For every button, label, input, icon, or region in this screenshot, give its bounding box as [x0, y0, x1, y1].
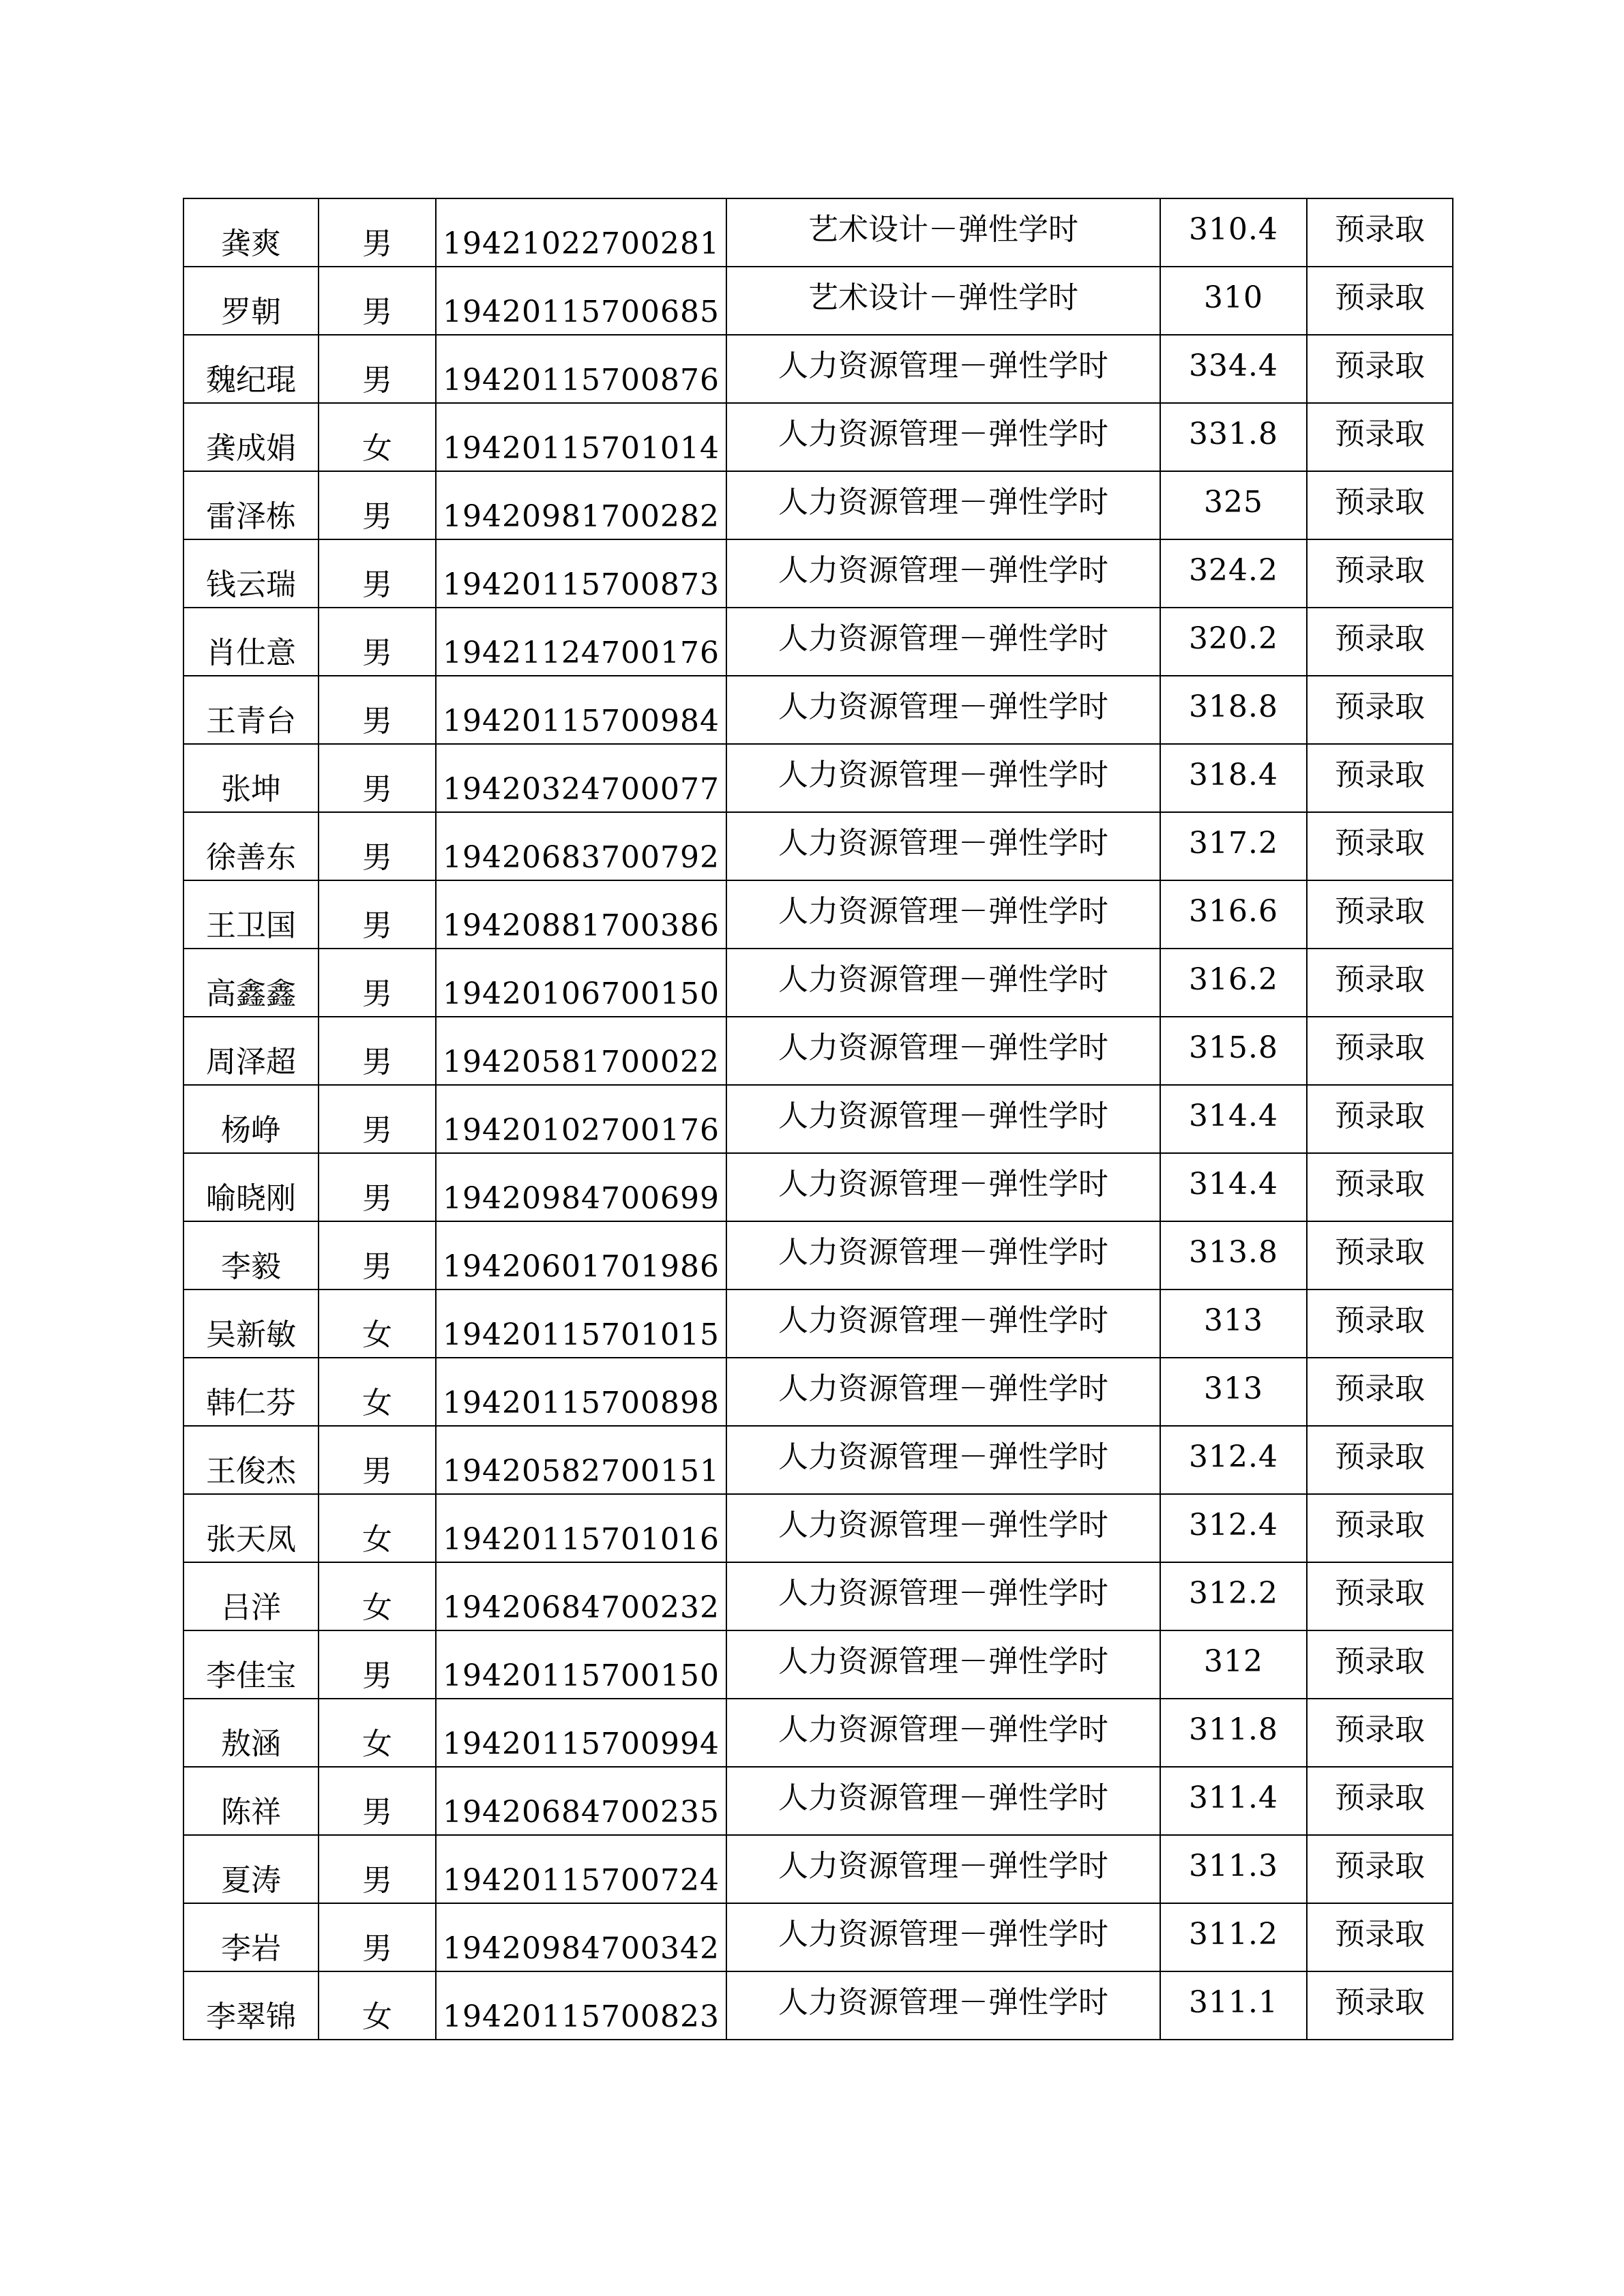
- cell-score: 313.8: [1160, 1221, 1307, 1289]
- table-row: [183, 267, 1453, 335]
- cell-gender: 男: [319, 1221, 436, 1289]
- cell-candidate-id: 19420115700150: [436, 1630, 726, 1699]
- cell-score: 311.1: [1160, 1971, 1307, 2040]
- cell-candidate-id: 19420582700151: [436, 1426, 726, 1494]
- cell-major: 人力资源管理－弹性学时: [726, 335, 1160, 403]
- cell-major: 人力资源管理－弹性学时: [726, 1699, 1160, 1767]
- cell-gender: 男: [319, 539, 436, 608]
- cell-status: 预录取: [1307, 744, 1453, 812]
- cell-major: 人力资源管理－弹性学时: [726, 1494, 1160, 1562]
- cell-status: 预录取: [1307, 608, 1453, 676]
- cell-gender: 男: [319, 1017, 436, 1085]
- cell-major: 人力资源管理－弹性学时: [726, 744, 1160, 812]
- cell-status: 预录取: [1307, 949, 1453, 1017]
- cell-gender: 女: [319, 403, 436, 471]
- cell-candidate-id: 19420115701014: [436, 403, 726, 471]
- cell-major: 人力资源管理－弹性学时: [726, 1630, 1160, 1699]
- cell-candidate-id: 19420115700724: [436, 1835, 726, 1903]
- cell-score: 320.2: [1160, 608, 1307, 676]
- admission-table-body: [183, 198, 1453, 2040]
- table-row: [183, 1699, 1453, 1767]
- table-row: [183, 812, 1453, 880]
- cell-name: 肖仕意: [183, 608, 319, 676]
- cell-candidate-id: 19420115700823: [436, 1971, 726, 2040]
- cell-gender: 男: [319, 949, 436, 1017]
- table-row: [183, 335, 1453, 403]
- table-row: [183, 1017, 1453, 1085]
- cell-score: 331.8: [1160, 403, 1307, 471]
- cell-score: 312.2: [1160, 1562, 1307, 1630]
- table-row: [183, 403, 1453, 471]
- cell-score: 313: [1160, 1358, 1307, 1426]
- cell-status: 预录取: [1307, 1562, 1453, 1630]
- cell-candidate-id: 19420981700282: [436, 471, 726, 539]
- cell-name: 吴新敏: [183, 1289, 319, 1358]
- table-row: [183, 1903, 1453, 1971]
- cell-gender: 男: [319, 1630, 436, 1699]
- cell-score: 334.4: [1160, 335, 1307, 403]
- cell-major: 人力资源管理－弹性学时: [726, 1903, 1160, 1971]
- cell-status: 预录取: [1307, 1903, 1453, 1971]
- cell-candidate-id: 19420115701016: [436, 1494, 726, 1562]
- cell-name: 周泽超: [183, 1017, 319, 1085]
- cell-gender: 男: [319, 1426, 436, 1494]
- cell-name: 李岩: [183, 1903, 319, 1971]
- cell-status: 预录取: [1307, 1699, 1453, 1767]
- table-row: [183, 1971, 1453, 2040]
- cell-major: 艺术设计－弹性学时: [726, 267, 1160, 335]
- cell-gender: 男: [319, 880, 436, 949]
- cell-major: 人力资源管理－弹性学时: [726, 403, 1160, 471]
- cell-gender: 男: [319, 744, 436, 812]
- cell-status: 预录取: [1307, 1289, 1453, 1358]
- cell-name: 张坤: [183, 744, 319, 812]
- table-row: [183, 1494, 1453, 1562]
- table-row: [183, 1562, 1453, 1630]
- cell-score: 325: [1160, 471, 1307, 539]
- table-row: [183, 744, 1453, 812]
- cell-name: 喻晓刚: [183, 1153, 319, 1221]
- cell-candidate-id: 19420984700342: [436, 1903, 726, 1971]
- cell-candidate-id: 19420115700984: [436, 676, 726, 744]
- cell-status: 预录取: [1307, 267, 1453, 335]
- table-row: [183, 1289, 1453, 1358]
- table-row: [183, 1426, 1453, 1494]
- cell-score: 314.4: [1160, 1153, 1307, 1221]
- cell-major: 人力资源管理－弹性学时: [726, 676, 1160, 744]
- cell-name: 王青台: [183, 676, 319, 744]
- cell-status: 预录取: [1307, 812, 1453, 880]
- cell-candidate-id: 19420115700994: [436, 1699, 726, 1767]
- cell-name: 张天凤: [183, 1494, 319, 1562]
- table-row: [183, 949, 1453, 1017]
- cell-candidate-id: 19420115700898: [436, 1358, 726, 1426]
- cell-status: 预录取: [1307, 1085, 1453, 1153]
- cell-name: 龚成娟: [183, 403, 319, 471]
- table-row: [183, 198, 1453, 267]
- cell-score: 311.4: [1160, 1767, 1307, 1835]
- cell-status: 预录取: [1307, 1767, 1453, 1835]
- cell-major: 人力资源管理－弹性学时: [726, 1835, 1160, 1903]
- cell-status: 预录取: [1307, 539, 1453, 608]
- cell-candidate-id: 19420984700699: [436, 1153, 726, 1221]
- cell-candidate-id: 19420684700232: [436, 1562, 726, 1630]
- cell-candidate-id: 19421022700281: [436, 198, 726, 267]
- table-row: [183, 1630, 1453, 1699]
- cell-score: 312.4: [1160, 1494, 1307, 1562]
- cell-name: 龚爽: [183, 198, 319, 267]
- cell-status: 预录取: [1307, 1971, 1453, 2040]
- cell-name: 夏涛: [183, 1835, 319, 1903]
- cell-major: 人力资源管理－弹性学时: [726, 1289, 1160, 1358]
- cell-status: 预录取: [1307, 403, 1453, 471]
- cell-gender: 男: [319, 812, 436, 880]
- cell-gender: 男: [319, 608, 436, 676]
- cell-gender: 女: [319, 1494, 436, 1562]
- cell-gender: 男: [319, 198, 436, 267]
- cell-status: 预录取: [1307, 198, 1453, 267]
- cell-status: 预录取: [1307, 1221, 1453, 1289]
- cell-candidate-id: 19420881700386: [436, 880, 726, 949]
- cell-name: 王卫国: [183, 880, 319, 949]
- cell-score: 316.6: [1160, 880, 1307, 949]
- cell-status: 预录取: [1307, 471, 1453, 539]
- cell-score: 316.2: [1160, 949, 1307, 1017]
- cell-score: 312: [1160, 1630, 1307, 1699]
- cell-candidate-id: 19420581700022: [436, 1017, 726, 1085]
- cell-major: 人力资源管理－弹性学时: [726, 812, 1160, 880]
- cell-gender: 女: [319, 1699, 436, 1767]
- cell-gender: 女: [319, 1358, 436, 1426]
- cell-major: 人力资源管理－弹性学时: [726, 539, 1160, 608]
- cell-name: 钱云瑞: [183, 539, 319, 608]
- cell-status: 预录取: [1307, 1630, 1453, 1699]
- cell-gender: 男: [319, 1085, 436, 1153]
- cell-major: 艺术设计－弹性学时: [726, 198, 1160, 267]
- cell-gender: 男: [319, 267, 436, 335]
- table-row: [183, 539, 1453, 608]
- cell-gender: 女: [319, 1971, 436, 2040]
- cell-name: 魏纪琨: [183, 335, 319, 403]
- cell-name: 吕洋: [183, 1562, 319, 1630]
- cell-name: 王俊杰: [183, 1426, 319, 1494]
- cell-score: 311.8: [1160, 1699, 1307, 1767]
- cell-score: 318.4: [1160, 744, 1307, 812]
- cell-gender: 男: [319, 1835, 436, 1903]
- cell-candidate-id: 19420115700685: [436, 267, 726, 335]
- table-row: [183, 1358, 1453, 1426]
- cell-status: 预录取: [1307, 335, 1453, 403]
- cell-score: 324.2: [1160, 539, 1307, 608]
- cell-major: 人力资源管理－弹性学时: [726, 1221, 1160, 1289]
- cell-name: 陈祥: [183, 1767, 319, 1835]
- cell-major: 人力资源管理－弹性学时: [726, 471, 1160, 539]
- cell-major: 人力资源管理－弹性学时: [726, 1426, 1160, 1494]
- cell-status: 预录取: [1307, 676, 1453, 744]
- cell-gender: 男: [319, 1767, 436, 1835]
- cell-major: 人力资源管理－弹性学时: [726, 880, 1160, 949]
- table-row: [183, 1221, 1453, 1289]
- cell-name: 高鑫鑫: [183, 949, 319, 1017]
- cell-gender: 男: [319, 1903, 436, 1971]
- cell-status: 预录取: [1307, 1153, 1453, 1221]
- cell-gender: 男: [319, 676, 436, 744]
- cell-candidate-id: 19420106700150: [436, 949, 726, 1017]
- table-row: [183, 1153, 1453, 1221]
- cell-candidate-id: 19420115700876: [436, 335, 726, 403]
- cell-name: 徐善东: [183, 812, 319, 880]
- cell-name: 李翠锦: [183, 1971, 319, 2040]
- cell-major: 人力资源管理－弹性学时: [726, 1562, 1160, 1630]
- table-row: [183, 1085, 1453, 1153]
- cell-major: 人力资源管理－弹性学时: [726, 1153, 1160, 1221]
- cell-candidate-id: 19420601701986: [436, 1221, 726, 1289]
- table-row: [183, 608, 1453, 676]
- cell-name: 杨峥: [183, 1085, 319, 1153]
- cell-status: 预录取: [1307, 880, 1453, 949]
- cell-name: 李毅: [183, 1221, 319, 1289]
- cell-candidate-id: 19420683700792: [436, 812, 726, 880]
- cell-name: 李佳宝: [183, 1630, 319, 1699]
- cell-major: 人力资源管理－弹性学时: [726, 949, 1160, 1017]
- cell-major: 人力资源管理－弹性学时: [726, 1085, 1160, 1153]
- cell-major: 人力资源管理－弹性学时: [726, 1767, 1160, 1835]
- cell-candidate-id: 19420115701015: [436, 1289, 726, 1358]
- cell-major: 人力资源管理－弹性学时: [726, 1017, 1160, 1085]
- cell-major: 人力资源管理－弹性学时: [726, 1971, 1160, 2040]
- cell-score: 312.4: [1160, 1426, 1307, 1494]
- cell-score: 314.4: [1160, 1085, 1307, 1153]
- cell-status: 预录取: [1307, 1426, 1453, 1494]
- cell-score: 315.8: [1160, 1017, 1307, 1085]
- cell-name: 雷泽栋: [183, 471, 319, 539]
- cell-candidate-id: 19421124700176: [436, 608, 726, 676]
- cell-candidate-id: 19420115700873: [436, 539, 726, 608]
- cell-score: 311.3: [1160, 1835, 1307, 1903]
- cell-score: 317.2: [1160, 812, 1307, 880]
- cell-score: 310: [1160, 267, 1307, 335]
- cell-major: 人力资源管理－弹性学时: [726, 608, 1160, 676]
- cell-major: 人力资源管理－弹性学时: [726, 1358, 1160, 1426]
- table-row: [183, 676, 1453, 744]
- cell-gender: 女: [319, 1562, 436, 1630]
- table-row: [183, 1835, 1453, 1903]
- cell-gender: 男: [319, 1153, 436, 1221]
- cell-gender: 男: [319, 471, 436, 539]
- cell-candidate-id: 19420324700077: [436, 744, 726, 812]
- cell-status: 预录取: [1307, 1358, 1453, 1426]
- cell-gender: 女: [319, 1289, 436, 1358]
- cell-status: 预录取: [1307, 1494, 1453, 1562]
- cell-candidate-id: 19420684700235: [436, 1767, 726, 1835]
- table-row: [183, 1767, 1453, 1835]
- cell-status: 预录取: [1307, 1835, 1453, 1903]
- cell-name: 罗朝: [183, 267, 319, 335]
- cell-status: 预录取: [1307, 1017, 1453, 1085]
- cell-score: 313: [1160, 1289, 1307, 1358]
- cell-score: 318.8: [1160, 676, 1307, 744]
- cell-name: 敖涵: [183, 1699, 319, 1767]
- table-row: [183, 471, 1453, 539]
- cell-name: 韩仁芬: [183, 1358, 319, 1426]
- cell-score: 310.4: [1160, 198, 1307, 267]
- cell-score: 311.2: [1160, 1903, 1307, 1971]
- cell-candidate-id: 19420102700176: [436, 1085, 726, 1153]
- cell-gender: 男: [319, 335, 436, 403]
- table-row: [183, 880, 1453, 949]
- admission-table: [183, 198, 1453, 2040]
